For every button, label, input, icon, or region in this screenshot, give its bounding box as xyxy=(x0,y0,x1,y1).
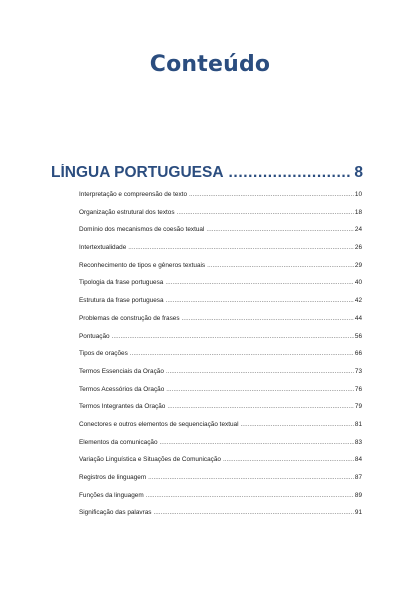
toc-entry xyxy=(79,262,362,280)
toc-entry-label: Estrutura da frase portuguesa xyxy=(79,297,164,305)
toc-entry-label: Elementos da comunicação xyxy=(79,438,158,446)
toc-entry xyxy=(79,333,362,351)
toc-entry-leader xyxy=(160,439,354,446)
toc-entry-page: 87 xyxy=(354,474,362,481)
toc-entry-leader xyxy=(146,492,354,499)
toc-entry-leader xyxy=(153,509,353,516)
toc-entry-label: Organização estrutural dos textos xyxy=(79,208,175,216)
toc-entry-label: Conectores e outros elementos de sequenciação textual xyxy=(79,420,239,428)
toc-entry-leader xyxy=(177,209,354,216)
toc-entry-page: 44 xyxy=(354,314,362,322)
toc-entry-label: Registros de linguagem xyxy=(79,474,147,481)
page-title: Conteúdo xyxy=(149,52,271,77)
toc-entry-leader xyxy=(165,279,354,286)
toc-entry-label: Reconhecimento de tipos e gêneros textuais xyxy=(79,261,206,269)
toc-entry xyxy=(79,279,362,297)
toc-entry xyxy=(79,209,362,227)
toc-entry-label: Termos Acessórios da Oração xyxy=(79,385,165,393)
toc-entry-leader xyxy=(206,226,353,233)
toc-entry xyxy=(79,315,362,333)
toc-entry-leader xyxy=(182,315,354,322)
toc-entry-leader xyxy=(166,297,354,304)
toc-entry-leader xyxy=(166,368,354,375)
toc-entry-leader xyxy=(167,403,354,410)
toc-entry-page: 81 xyxy=(354,420,362,428)
table-of-contents xyxy=(79,191,362,527)
toc-entry xyxy=(79,509,362,527)
toc-entry-leader xyxy=(207,262,354,269)
toc-entry-page: 24 xyxy=(354,226,362,234)
toc-entry-label: Termos Integrantes da Oração xyxy=(79,403,166,411)
toc-entry xyxy=(79,226,362,244)
toc-entry-label: Tipos de orações xyxy=(79,350,128,358)
toc-entry-page: 83 xyxy=(354,438,362,446)
toc-entry-page: 89 xyxy=(354,491,362,499)
toc-entry xyxy=(79,386,362,404)
toc-entry xyxy=(79,492,362,510)
toc-entry-page: 84 xyxy=(354,456,362,464)
toc-entry-page: 10 xyxy=(354,191,362,198)
section-heading-label: LÍNGUA PORTUGUESA xyxy=(51,164,224,181)
toc-entry xyxy=(79,403,362,421)
toc-entry-page: 42 xyxy=(354,297,362,305)
toc-entry-leader xyxy=(130,350,354,357)
toc-entry-page: 79 xyxy=(354,403,362,411)
toc-entry-label: Tipologia da frase portuguesa xyxy=(79,279,164,287)
toc-entry-label: Interpretação e compreensão de texto xyxy=(79,191,187,198)
toc-entry xyxy=(79,439,362,457)
toc-entry-label: Termos Essenciais da Oração xyxy=(79,367,164,375)
toc-entry xyxy=(79,244,362,262)
toc-entry-leader xyxy=(241,421,354,428)
toc-entry xyxy=(79,350,362,368)
toc-entry-page: 91 xyxy=(354,509,362,517)
toc-entry-label: Variação Linguística e Situações de Comunicação xyxy=(79,456,221,464)
toc-entry-page: 73 xyxy=(354,367,362,375)
toc-entry-page: 56 xyxy=(354,332,362,340)
toc-entry-label: Intertextualidade xyxy=(79,244,127,252)
toc-entry-label: Significação das palavras xyxy=(79,509,152,517)
toc-entry xyxy=(79,456,362,474)
toc-entry-label: Domínio dos mecanismos de coesão textual xyxy=(79,226,205,234)
toc-entry-page: 66 xyxy=(354,350,362,358)
section-heading-leader xyxy=(229,164,353,182)
toc-entry-leader xyxy=(148,474,354,481)
toc-entry-leader xyxy=(166,386,354,393)
section-heading xyxy=(51,164,363,182)
toc-entry-leader xyxy=(112,333,354,340)
toc-entry xyxy=(79,421,362,439)
toc-entry-page: 18 xyxy=(354,208,362,216)
toc-entry xyxy=(79,297,362,315)
section-heading-page: 8 xyxy=(354,164,363,181)
toc-entry-page: 26 xyxy=(354,244,362,252)
toc-entry-label: Funções da linguagem xyxy=(79,491,144,499)
toc-entry xyxy=(79,368,362,386)
toc-entry-label: Problemas de construção de frases xyxy=(79,314,180,322)
toc-entry xyxy=(79,191,362,209)
toc-entry xyxy=(79,474,362,492)
toc-entry-leader xyxy=(223,456,354,463)
toc-entry-label: Pontuação xyxy=(79,332,110,340)
toc-entry-page: 29 xyxy=(354,261,362,269)
toc-entry-page: 40 xyxy=(354,279,362,287)
toc-entry-page: 76 xyxy=(354,385,362,393)
toc-entry-leader xyxy=(189,191,354,198)
toc-entry-leader xyxy=(128,244,354,251)
